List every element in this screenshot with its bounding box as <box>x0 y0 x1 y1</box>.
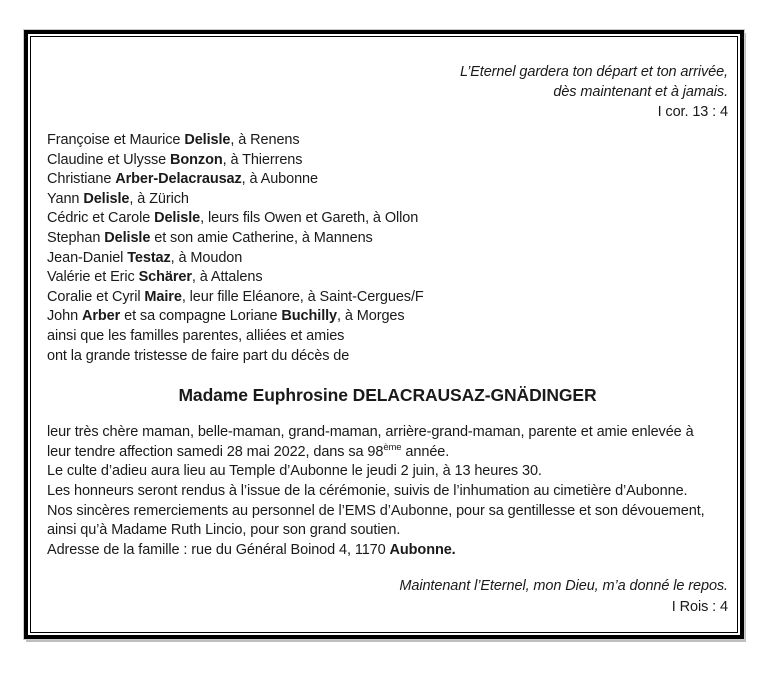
text-line: leur tendre affection samedi 28 mai 2022, dans sa 98ème année. <box>47 441 450 460</box>
bottom-quote <box>47 576 728 617</box>
top-quote-line-1: L’Eternel gardera ton départ et ton arrivée, <box>459 64 728 80</box>
top-quote-line-2: dès maintenant et à jamais. <box>553 84 728 100</box>
bottom-quote-line: Maintenant l’Eternel, mon Dieu, m’a donné le repos. <box>399 578 728 595</box>
text-line: Yann Delisle, à Zürich <box>47 190 189 207</box>
text-line: Coralie et Cyril Maire, leur fille Eléanore, à Saint-Cergues/F <box>47 288 424 305</box>
text-line: Cédric et Carole Delisle, leurs fils Owen et Gareth, à Ollon <box>47 210 419 227</box>
death-notice-outer-frame <box>24 30 744 639</box>
text-line: Valérie et Eric Schärer, à Attalens <box>47 269 263 286</box>
text-line: John Arber et sa compagne Loriane Buchilly, à Morges <box>47 308 405 325</box>
text-line: Françoise et Maurice Delisle, à Renens <box>47 132 300 148</box>
text-line: Stephan Delisle et son amie Catherine, à Mannens <box>47 229 373 246</box>
text-line: Les honneurs seront rendus à l’issue de la cérémonie, suivis de l’inhumation au cimetière d’Aubonne. <box>47 482 688 499</box>
bottom-quote-reference: I Rois : 4 <box>671 598 728 615</box>
text-line: Nos sincères remerciements au personnel de l’EMS d’Aubonne, pour sa gentillesse et son dévouement, <box>47 502 705 519</box>
text-line: ainsi qu’à Madame Ruth Lincio, pour son grand soutien. <box>47 522 401 539</box>
top-quote <box>47 62 728 122</box>
top-quote-reference: I cor. 13 : 4 <box>657 104 728 120</box>
text-line: leur très chère maman, belle-maman, grand-maman, arrière-grand-maman, parente et amie enlevée à <box>47 424 694 441</box>
announcement-paragraph <box>47 423 728 560</box>
family-list <box>47 131 728 366</box>
text-line: Jean-Daniel Testaz, à Moudon <box>47 249 243 266</box>
deceased-name-title: Madame Euphrosine DELACRAUSAZ-GNÄDINGER <box>178 385 597 406</box>
text-line: ont la grande tristesse de faire part du décès de <box>47 347 350 364</box>
text-line: Le culte d’adieu aura lieu au Temple d’Aubonne le jeudi 2 juin, à 13 heures 30. <box>47 463 542 480</box>
text-line: Christiane Arber-Delacrausaz, à Aubonne <box>47 171 318 188</box>
death-notice-inner-frame <box>30 36 738 633</box>
text-line: Claudine et Ulysse Bonzon, à Thierrens <box>47 151 303 168</box>
death-notice-content <box>31 37 737 632</box>
text-line: ainsi que les familles parentes, alliées et amies <box>47 327 345 344</box>
text-line: Adresse de la famille : rue du Général Boinod 4, 1170 Aubonne. <box>47 541 456 558</box>
